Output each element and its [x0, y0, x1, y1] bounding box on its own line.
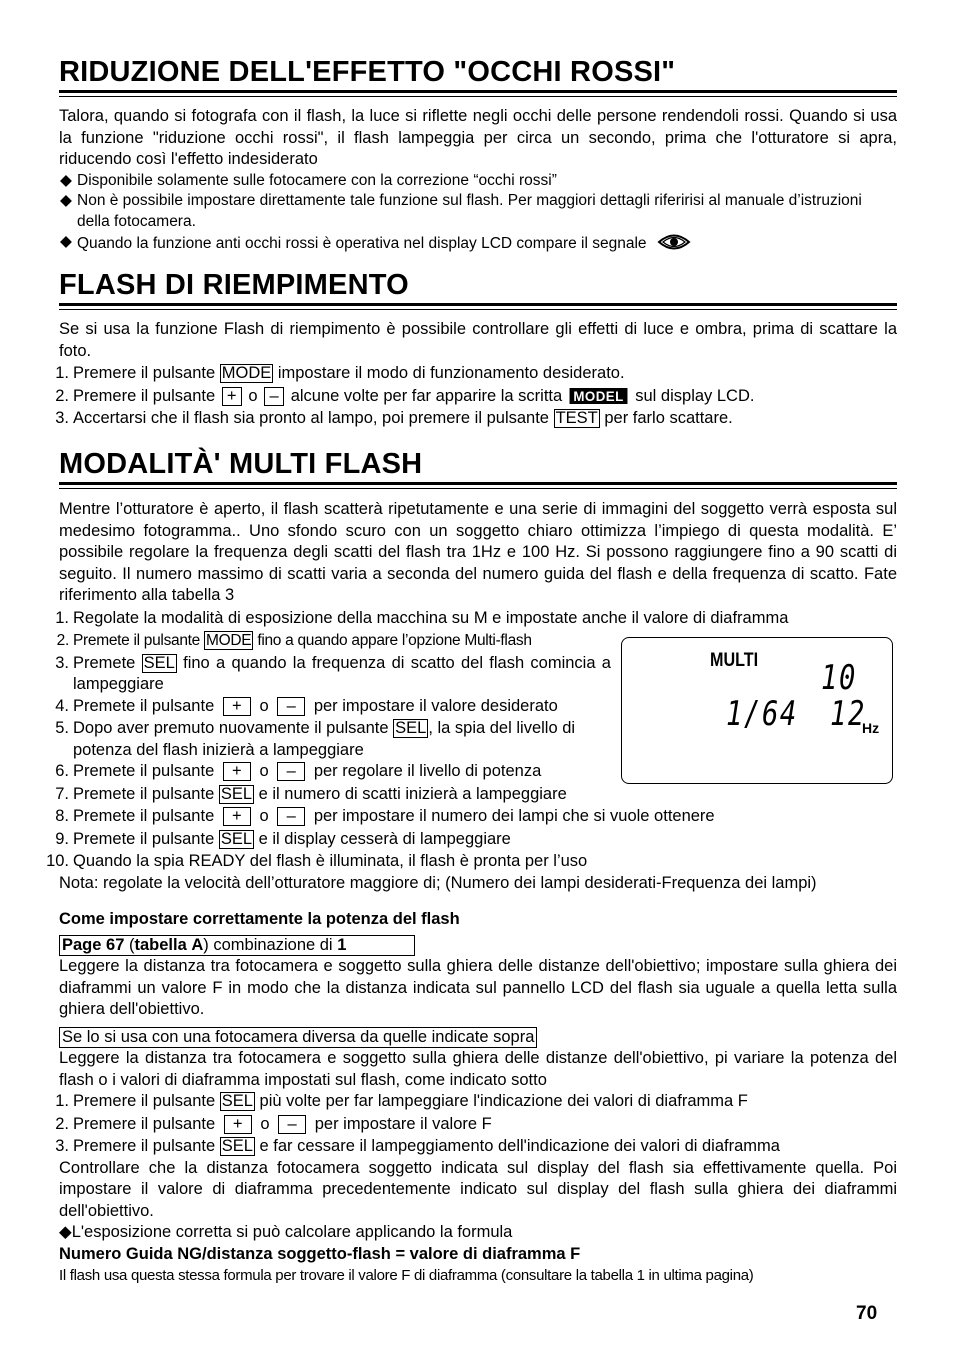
- step-item: 3. Accertarsi che il flash sia pronto al lampo, poi premere il pulsante TEST per farlo scattare.: [55, 409, 733, 427]
- diamond-bullet-icon: ◆: [60, 233, 72, 250]
- minus-key: –: [278, 1115, 306, 1134]
- step-item: 2. Premete il pulsante MODE fino a quando appare l’opzione Multi-flash: [56, 632, 532, 649]
- table-reference-box: Page 67 (tabella A) combinazione di 1: [59, 935, 415, 956]
- step-item: 3. Premere il pulsante SEL e far cessare il lampeggiamento dell'indicazione dei valori di diaframma: [55, 1137, 780, 1155]
- plus-key: +: [223, 762, 251, 781]
- step-item: 10. Quando la spia READY del flash è illuminata, il flash è pronta per l’uso: [46, 852, 588, 870]
- sel-key: SEL: [221, 1137, 253, 1155]
- model-lcd-badge: MODEL: [570, 388, 628, 404]
- step-item: 1. Premere il pulsante SEL più volte per far lampeggiare l'indicazione dei valori di diaframma F: [55, 1092, 748, 1110]
- plus-key: +: [224, 1115, 252, 1134]
- multi-flash-note: Nota: regolate la velocità dell’otturatore maggiore di; (Numero dei lampi desiderati-Frequenza dei lampi): [59, 873, 817, 892]
- other-camera-box: Se lo si usa con una fotocamera diversa da quelle indicate sopra: [59, 1027, 537, 1048]
- title-rule: [59, 90, 897, 97]
- test-key: TEST: [555, 409, 598, 427]
- lcd-power-level: 1/64: [726, 694, 798, 734]
- section-title-fill-flash: FLASH DI RIEMPIMENTO: [59, 269, 409, 301]
- minus-key: –: [264, 387, 284, 406]
- step-item: 2. Premere il pulsante + o – alcune volte per far apparire la scritta MODEL sul display LCD.: [55, 386, 755, 405]
- sel-key: SEL: [395, 719, 427, 737]
- step-item: 6. Premete il pulsante + o – per regolare il livello di potenza: [55, 762, 542, 780]
- step-item: 9. Premete il pulsante SEL e il display cesserà di lampeggiare: [55, 829, 511, 848]
- minus-key: –: [277, 697, 305, 716]
- plus-key: +: [223, 807, 251, 826]
- section-title-multi-flash: MODALITÀ' MULTI FLASH: [59, 448, 423, 480]
- step-item: 8. Premete il pulsante + o – per impostare il numero dei lampi che si vuole ottenere: [55, 807, 715, 825]
- minus-key: –: [277, 807, 305, 826]
- bullet-item: ◆ Quando la funzione anti occhi rossi è operativa nel display LCD compare il segnale: [59, 232, 897, 255]
- sel-key: SEL: [220, 784, 253, 803]
- minus-key: –: [277, 762, 305, 781]
- section-title-red-eye: RIDUZIONE DELL'EFFETTO "OCCHI ROSSI": [59, 56, 676, 88]
- title-rule: [59, 482, 897, 489]
- step-item: 2. Premere il pulsante + o – per impostare il valore F: [55, 1114, 492, 1133]
- bullet-item: ◆ Disponibile solamente sulle fotocamere con la correzione “occhi rossi”: [59, 171, 897, 192]
- step-item: 1. Premere il pulsante MODE impostare il modo di funzionamento desiderato.: [55, 364, 625, 382]
- step-item: 4. Premete il pulsante + o – per impostare il valore desiderato: [55, 696, 558, 715]
- power-setting-heading: Come impostare correttamente la potenza del flash: [59, 910, 460, 928]
- formula-bullet: ◆L'esposizione corretta si può calcolare applicando la formula: [59, 1223, 513, 1241]
- power-paragraph-3: Controllare che la distanza fotocamera soggetto indicata sul display del flash sia effettivamente quella. Poi impostare il valore di diaframma precedentemente indicato sul display del flash sulla ghiera dei diaframmi dell'obiettivo.: [59, 1158, 897, 1220]
- diamond-bullet-icon: ◆: [60, 171, 72, 189]
- lcd-hz-unit: Hz: [862, 720, 880, 736]
- step-item: 7. Premete il pulsante SEL e il numero di scatti inizierà a lampeggiare: [55, 784, 567, 803]
- fill-flash-section: [55, 319, 897, 430]
- plus-key: +: [223, 697, 251, 716]
- eye-icon: [657, 232, 691, 252]
- mode-key: MODE: [206, 632, 252, 649]
- lcd-flash-count: 10: [821, 658, 857, 698]
- diamond-bullet-icon: ◆: [60, 192, 72, 209]
- red-eye-paragraph: Talora, quando si fotografa con il flash, la luce si riflette negli occhi delle persone rendendoli rossi. Quando si usa la funzione "riduzione occhi rossi", il flash lampeggia per circa un secondo, prima che l'otturatore si apra, riducendo così l'effetto indesiderato: [59, 107, 897, 168]
- lcd-frequency: 12: [830, 694, 866, 734]
- diamond-bullet-icon: ◆: [59, 1223, 72, 1241]
- sel-key: SEL: [220, 829, 253, 848]
- step-item: 1. Regolate la modalità di esposizione della macchina su M e impostate anche il valore di diaframma: [55, 608, 789, 627]
- bullet-item: ◆ Non è possibile impostare direttamente tale funzione sul flash. Per maggiori dettagli riferirisi al manuale d’istruzioni della fotocamera.: [60, 192, 862, 230]
- page-number: 70: [856, 1303, 878, 1324]
- step-item: 5. Dopo aver premuto nuovamente il pulsante SEL , la spia del livello di potenza del flash inizierà a lampeggiare: [55, 719, 576, 759]
- power-paragraph-1: Leggere la distanza tra fotocamera e soggetto sulla ghiera delle distanze dell'obiettivo; impostare sulla ghiera dei diaframmi un valore F in modo che la distanza indicata sul pannello LCD del flash sia uguale a quella letta sulla ghiera dell'obiettivo.: [59, 957, 897, 1018]
- sel-key: SEL: [143, 653, 175, 672]
- multi-flash-paragraph: Mentre l’otturatore è aperto, il flash scatterà ripetutamente e una serie di immagini del soggetto verrà esposta sul medesimo fotogramma.. Uno sfondo scuro con un soggetto chiaro ottimizza l’impiego di questa modalità. E’ possibile regolare la frequenza degli scatti del flash tra 1Hz e 100 Hz. Si possono raggiungere fino a 90 scatti di seguito. Il numero massimo di scatti varia a seconda del numero guida del flash e della frequenza di scatto. Fate riferimento alla tabella 3: [59, 500, 897, 604]
- red-eye-section: [59, 106, 897, 255]
- mode-key: MODE: [221, 364, 272, 382]
- power-paragraph-2: Leggere la distanza tra fotocamera e soggetto sulla ghiera delle distanze dell'obiettivo, pi variare la potenza del flash o i valori di diaframma impostati sul flash, come indicato sotto: [59, 1049, 897, 1089]
- title-rule: [59, 303, 897, 310]
- plus-key: +: [222, 387, 242, 406]
- fill-flash-paragraph: Se si usa la funzione Flash di riempimento è possibile controllare gli effetti di luce e ombra, prima di scattare la foto.: [59, 320, 897, 360]
- sel-key: SEL: [221, 1092, 253, 1110]
- lcd-multi-label: MULTI: [710, 650, 759, 671]
- formula-text: Numero Guida NG/distanza soggetto-flash = valore di diaframma F: [59, 1244, 581, 1263]
- step-item: 3. Premete SEL fino a quando la frequenza di scatto del flash comincia a lampeggiare: [55, 653, 611, 693]
- lcd-display-illustration: [621, 637, 893, 784]
- power-setting-section: [55, 909, 897, 1287]
- formula-footnote: Il flash usa questa stessa formula per trovare il valore F di diaframma (consultare la tabella 1 in ultima pagina): [59, 1267, 754, 1284]
